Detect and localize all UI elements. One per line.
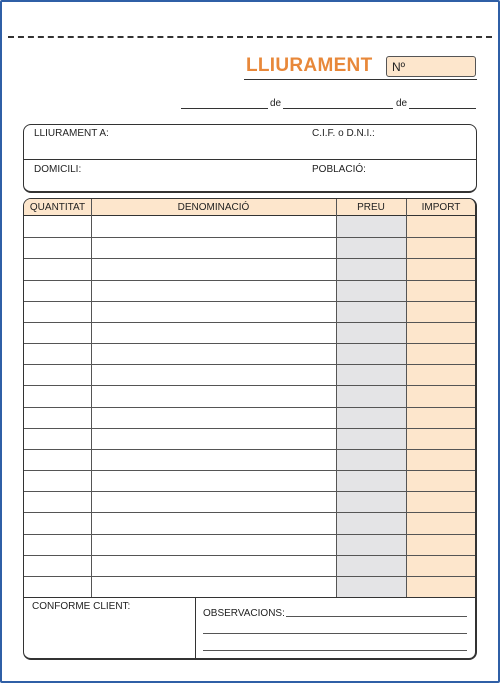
date-word-1: de (270, 98, 282, 109)
document-title: LLIURAMENT (246, 55, 373, 76)
observations-line[interactable] (286, 616, 467, 617)
date-day-field[interactable] (181, 108, 268, 109)
perforation-line (8, 36, 492, 38)
number-label: Nº (392, 60, 406, 74)
observations-line[interactable] (203, 650, 467, 651)
column-header-description: DENOMINACIÓ (177, 202, 250, 213)
items-table (23, 198, 477, 660)
client-info-box (23, 124, 477, 193)
date-month-field[interactable] (283, 108, 393, 109)
client-divider (24, 159, 476, 160)
column-divider (91, 199, 92, 597)
column-divider (336, 199, 337, 597)
address-label: DOMICILI: (34, 164, 82, 175)
observations-line[interactable] (203, 633, 467, 634)
date-year-field[interactable] (409, 108, 476, 109)
observations-label: OBSERVACIONS: (203, 608, 285, 619)
date-word-2: de (396, 98, 408, 109)
town-label: POBLACIÓ: (312, 164, 366, 175)
title-underline (244, 79, 477, 80)
column-header-quantity: QUANTITAT (29, 202, 86, 213)
column-header-price: PREU (357, 202, 385, 213)
footer-divider (24, 597, 475, 598)
column-header-amount: IMPORT (421, 202, 461, 213)
delivery-to-label: LLIURAMENT A: (34, 128, 109, 139)
column-divider (406, 199, 407, 597)
tax-id-label: C.I.F. o D.N.I.: (312, 128, 375, 139)
footer-vertical-divider (195, 597, 196, 658)
conformity-label: CONFORME CLIENT: (32, 601, 131, 612)
document-number-field[interactable] (386, 56, 476, 77)
